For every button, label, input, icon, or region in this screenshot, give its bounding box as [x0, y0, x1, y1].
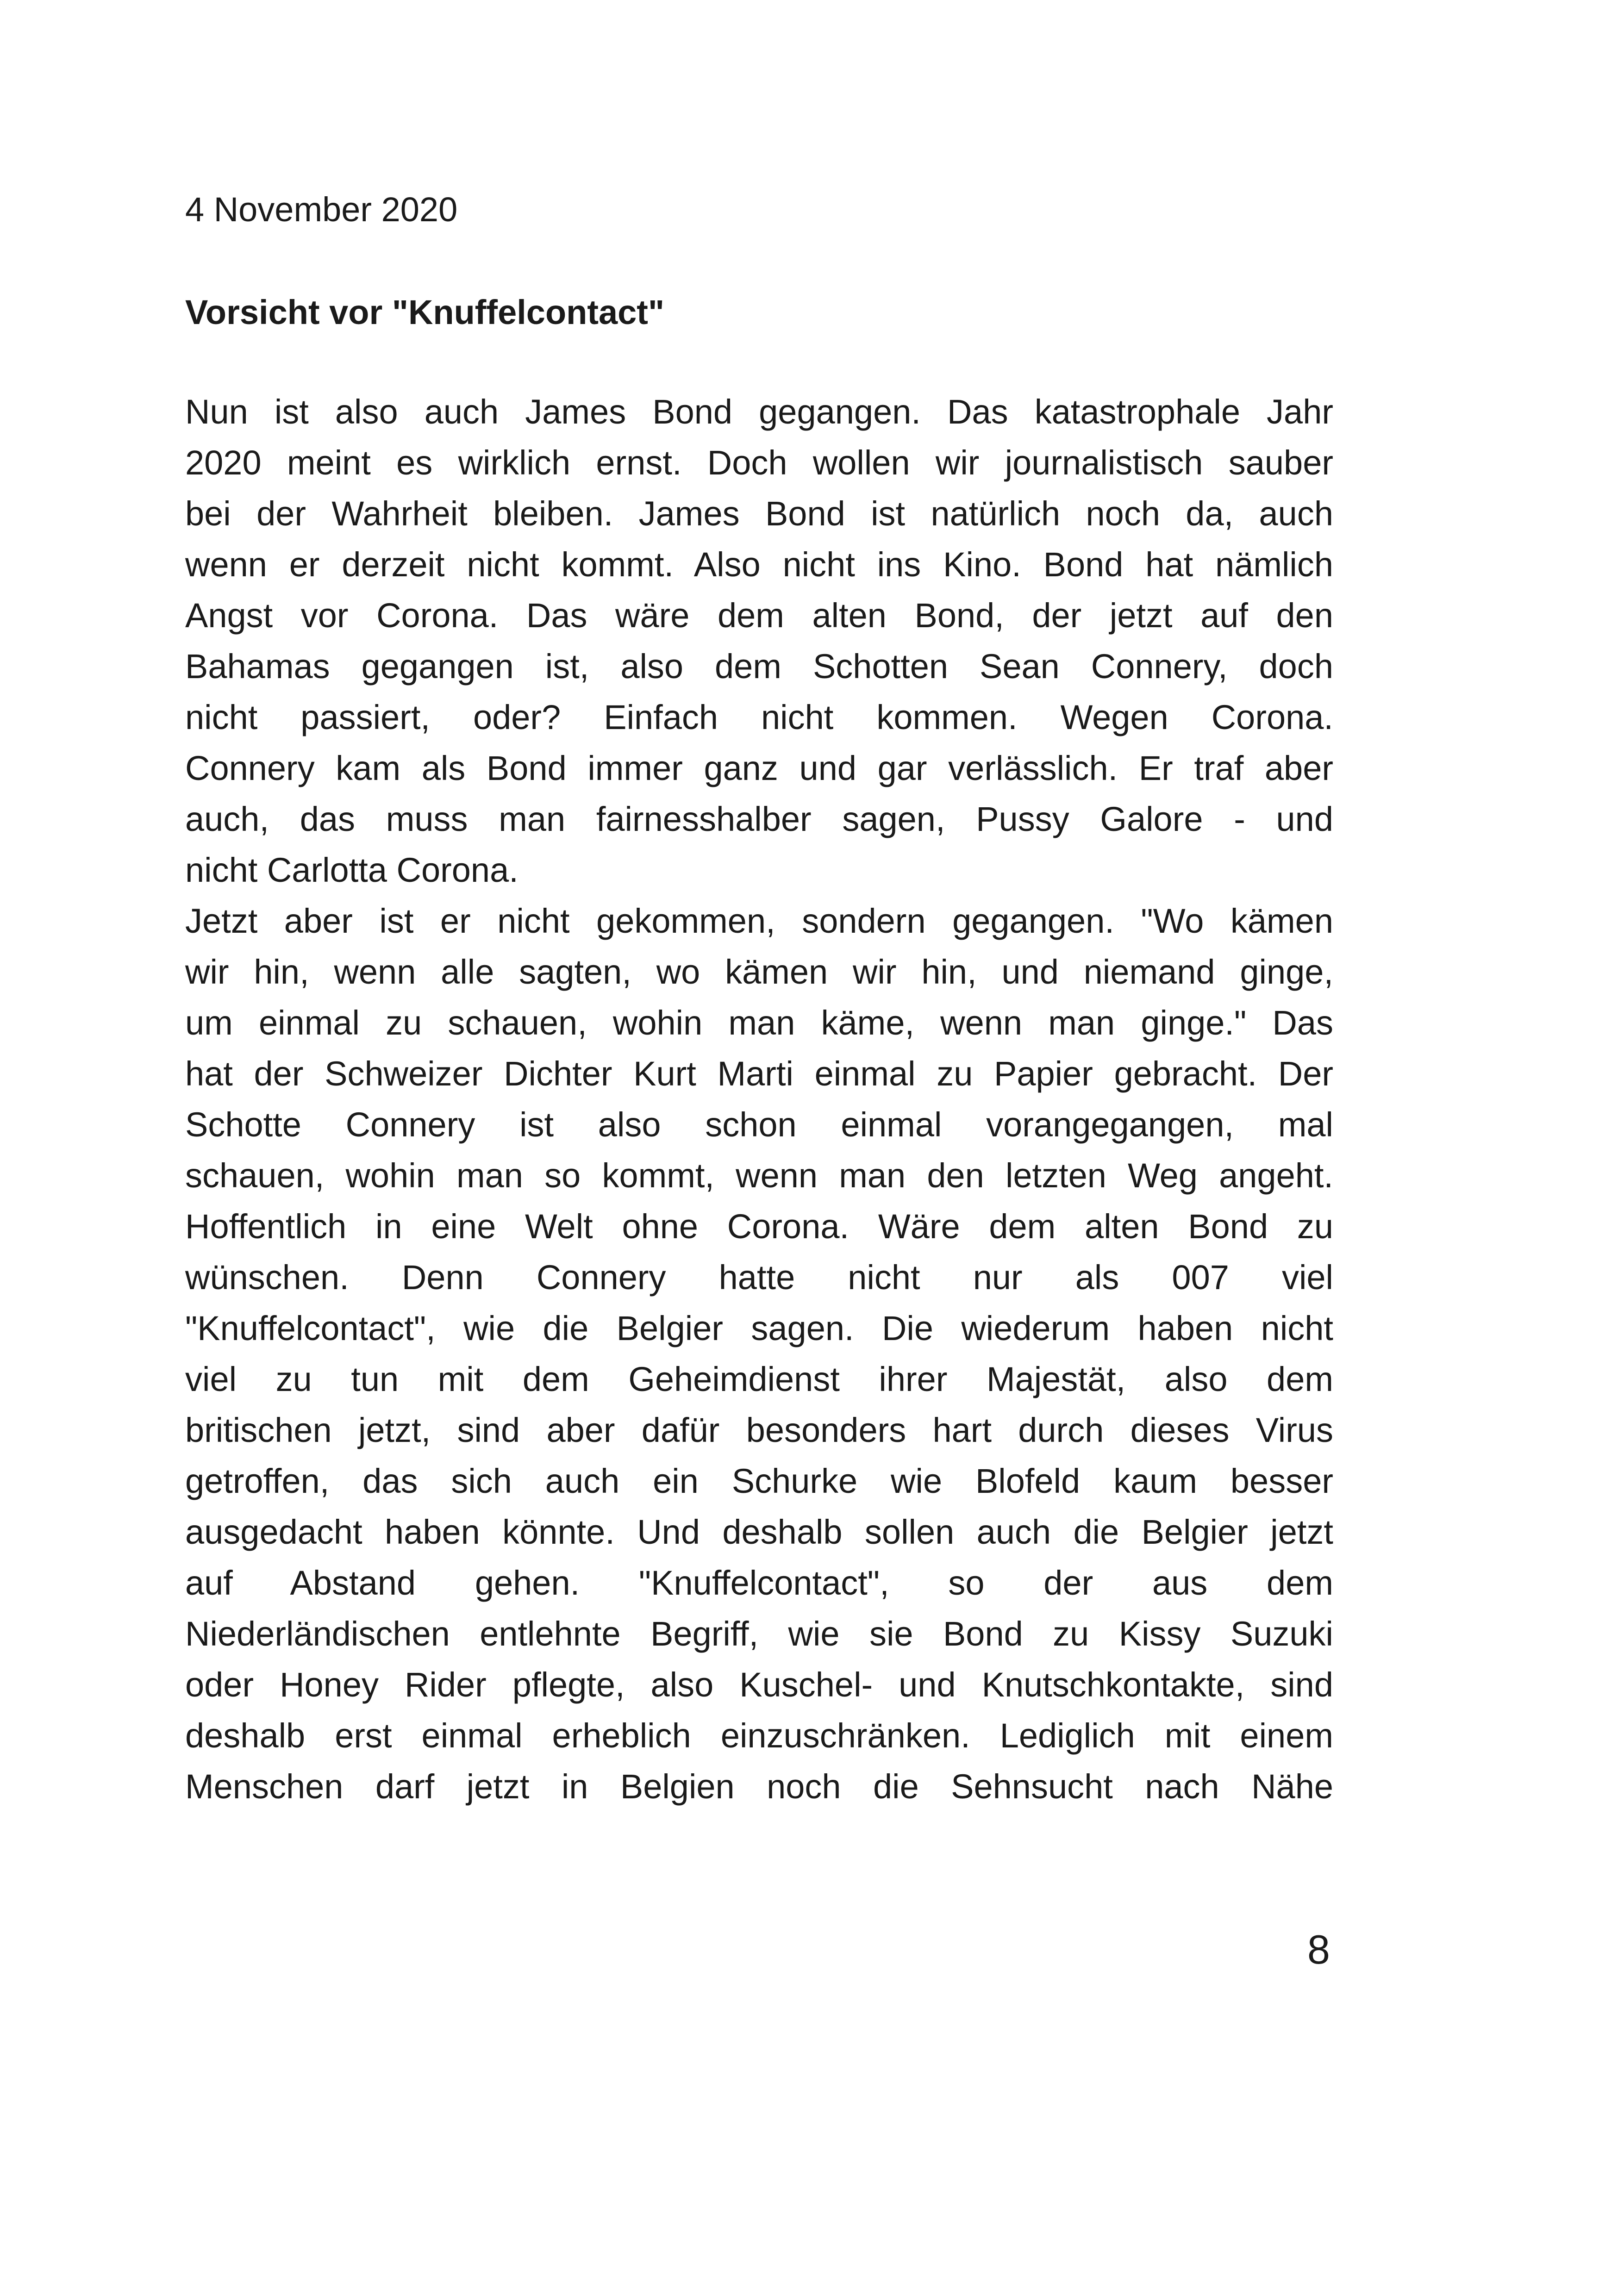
- body-line: nicht passiert, oder? Einfach nicht kommen. Wegen Corona.: [185, 698, 1333, 736]
- body-line: Menschen darf jetzt in Belgien noch die Sehnsucht nach Nähe: [185, 1767, 1333, 1806]
- body-line: schauen, wohin man so kommt, wenn man den letzten Weg angeht.: [185, 1156, 1333, 1195]
- article-body: [185, 387, 1333, 1812]
- body-line: auf Abstand gehen. "Knuffelcontact", so der aus dem: [185, 1564, 1333, 1602]
- body-line: um einmal zu schauen, wohin man käme, wenn man ginge." Das: [185, 1004, 1333, 1042]
- body-line: Connery kam als Bond immer ganz und gar verlässlich. Er traf aber: [185, 749, 1333, 787]
- body-line: Schotte Connery ist also schon einmal vorangegangen, mal: [185, 1105, 1333, 1144]
- body-line: Hoffentlich in eine Welt ohne Corona. Wäre dem alten Bond zu: [185, 1207, 1333, 1246]
- body-line: Niederländischen entlehnte Begriff, wie sie Bond zu Kissy Suzuki: [185, 1615, 1333, 1653]
- article-title: Vorsicht vor "Knuffelcontact": [185, 293, 665, 331]
- body-line: nicht Carlotta Corona.: [185, 851, 518, 889]
- body-line: bei der Wahrheit bleiben. James Bond ist natürlich noch da, auch: [185, 494, 1333, 533]
- body-line: wünschen. Denn Connery hatte nicht nur als 007 viel: [185, 1258, 1333, 1297]
- body-line: oder Honey Rider pflegte, also Kuschel- und Knutschkontakte, sind: [185, 1665, 1333, 1704]
- body-line: Bahamas gegangen ist, also dem Schotten Sean Connery, doch: [185, 647, 1333, 686]
- body-line: 2020 meint es wirklich ernst. Doch wollen wir journalistisch sauber: [185, 443, 1333, 482]
- body-line: ausgedacht haben könnte. Und deshalb sollen auch die Belgier jetzt: [185, 1513, 1333, 1551]
- body-line: auch, das muss man fairnesshalber sagen, Pussy Galore - und: [185, 800, 1333, 838]
- body-line: wenn er derzeit nicht kommt. Also nicht ins Kino. Bond hat nämlich: [185, 545, 1333, 584]
- body-line: Nun ist also auch James Bond gegangen. Das katastrophale Jahr: [185, 393, 1333, 431]
- body-line: Angst vor Corona. Das wäre dem alten Bond, der jetzt auf den: [185, 596, 1333, 635]
- body-line: hat der Schweizer Dichter Kurt Marti einmal zu Papier gebracht. Der: [185, 1054, 1333, 1093]
- body-line: Jetzt aber ist er nicht gekommen, sondern gegangen. "Wo kämen: [185, 902, 1333, 940]
- body-line: getroffen, das sich auch ein Schurke wie Blofeld kaum besser: [185, 1462, 1333, 1500]
- date-line: 4 November 2020: [185, 190, 458, 229]
- body-line: "Knuffelcontact", wie die Belgier sagen. Die wiederum haben nicht: [185, 1309, 1333, 1347]
- body-line: britischen jetzt, sind aber dafür besonders hart durch dieses Virus: [185, 1411, 1333, 1449]
- body-line: viel zu tun mit dem Geheimdienst ihrer Majestät, also dem: [185, 1360, 1333, 1398]
- body-line: deshalb erst einmal erheblich einzuschränken. Lediglich mit einem: [185, 1716, 1333, 1755]
- page-number: 8: [1307, 1927, 1330, 1972]
- body-line: wir hin, wenn alle sagten, wo kämen wir hin, und niemand ginge,: [185, 953, 1333, 991]
